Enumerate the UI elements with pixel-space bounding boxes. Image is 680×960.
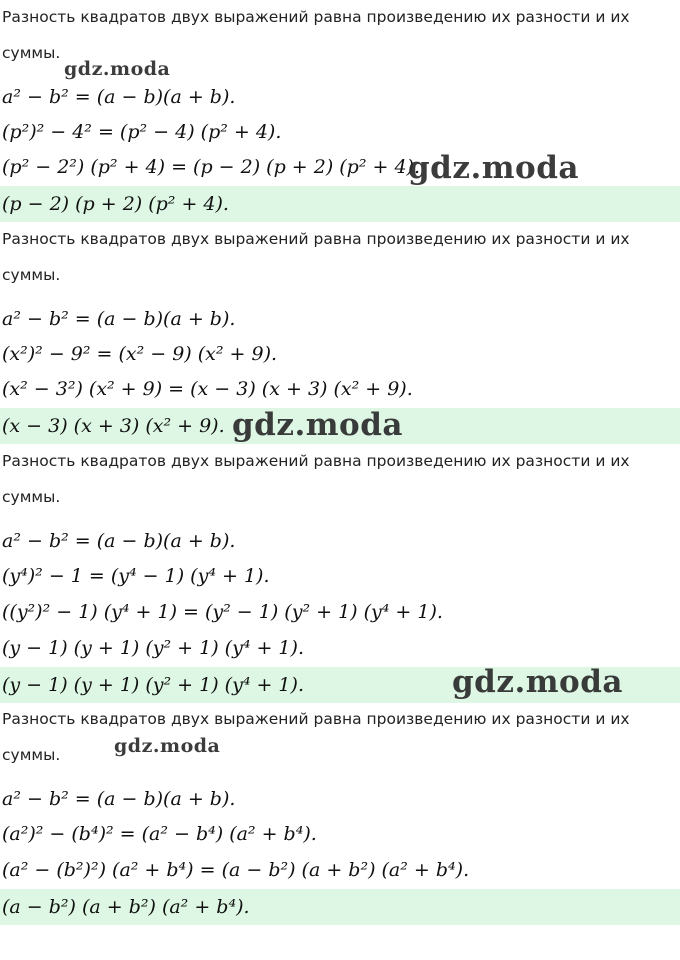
- section-intro: Разность квадратов двух выражений равна произведению их разности и их: [2, 8, 630, 26]
- section-intro: Разность квадратов двух выражений равна произведению их разности и их: [2, 710, 630, 728]
- formula-line: ((y²)² − 1) (y⁴ + 1) = (y² − 1) (y² + 1) (y⁴ + 1).: [2, 601, 443, 623]
- formula-line: a² − b² = (a − b)(a + b).: [2, 86, 236, 108]
- answer-line: (x − 3) (x + 3) (x² + 9).: [2, 415, 225, 437]
- formula-line: a² − b² = (a − b)(a + b).: [2, 788, 236, 810]
- formula-line: (y − 1) (y + 1) (y² + 1) (y⁴ + 1).: [2, 637, 304, 659]
- formula-line: (x² − 3²) (x² + 9) = (x − 3) (x + 3) (x² + 9).: [2, 378, 413, 400]
- formula-line: (y⁴)² − 1 = (y⁴ − 1) (y⁴ + 1).: [2, 565, 270, 587]
- answer-line: (a − b²) (a + b²) (a² + b⁴).: [2, 896, 250, 918]
- formula-line: (p²)² − 4² = (p² − 4) (p² + 4).: [2, 121, 282, 143]
- formula-line: (a²)² − (b⁴)² = (a² − b⁴) (a² + b⁴).: [2, 823, 317, 845]
- formula-line: (p² − 2²) (p² + 4) = (p − 2) (p + 2) (p² + 4).: [2, 156, 420, 178]
- watermark: gdz.moda: [452, 664, 623, 700]
- formula-line: a² − b² = (a − b)(a + b).: [2, 530, 236, 552]
- section-intro-cont: суммы.: [2, 746, 61, 764]
- watermark: gdz.moda: [64, 58, 171, 80]
- formula-line: (x²)² − 9² = (x² − 9) (x² + 9).: [2, 343, 278, 365]
- watermark: gdz.moda: [114, 735, 221, 757]
- watermark: gdz.moda: [232, 407, 403, 443]
- watermark: gdz.moda: [408, 150, 579, 186]
- section-intro: Разность квадратов двух выражений равна произведению их разности и их: [2, 230, 630, 248]
- formula-line: a² − b² = (a − b)(a + b).: [2, 308, 236, 330]
- answer-line: (p − 2) (p + 2) (p² + 4).: [2, 193, 229, 215]
- section-intro-cont: суммы.: [2, 488, 61, 506]
- answer-line: (y − 1) (y + 1) (y² + 1) (y⁴ + 1).: [2, 674, 304, 696]
- section-intro-cont: суммы.: [2, 44, 61, 62]
- formula-line: (a² − (b²)²) (a² + b⁴) = (a − b²) (a + b²) (a² + b⁴).: [2, 859, 470, 881]
- section-intro-cont: суммы.: [2, 266, 61, 284]
- section-intro: Разность квадратов двух выражений равна произведению их разности и их: [2, 452, 630, 470]
